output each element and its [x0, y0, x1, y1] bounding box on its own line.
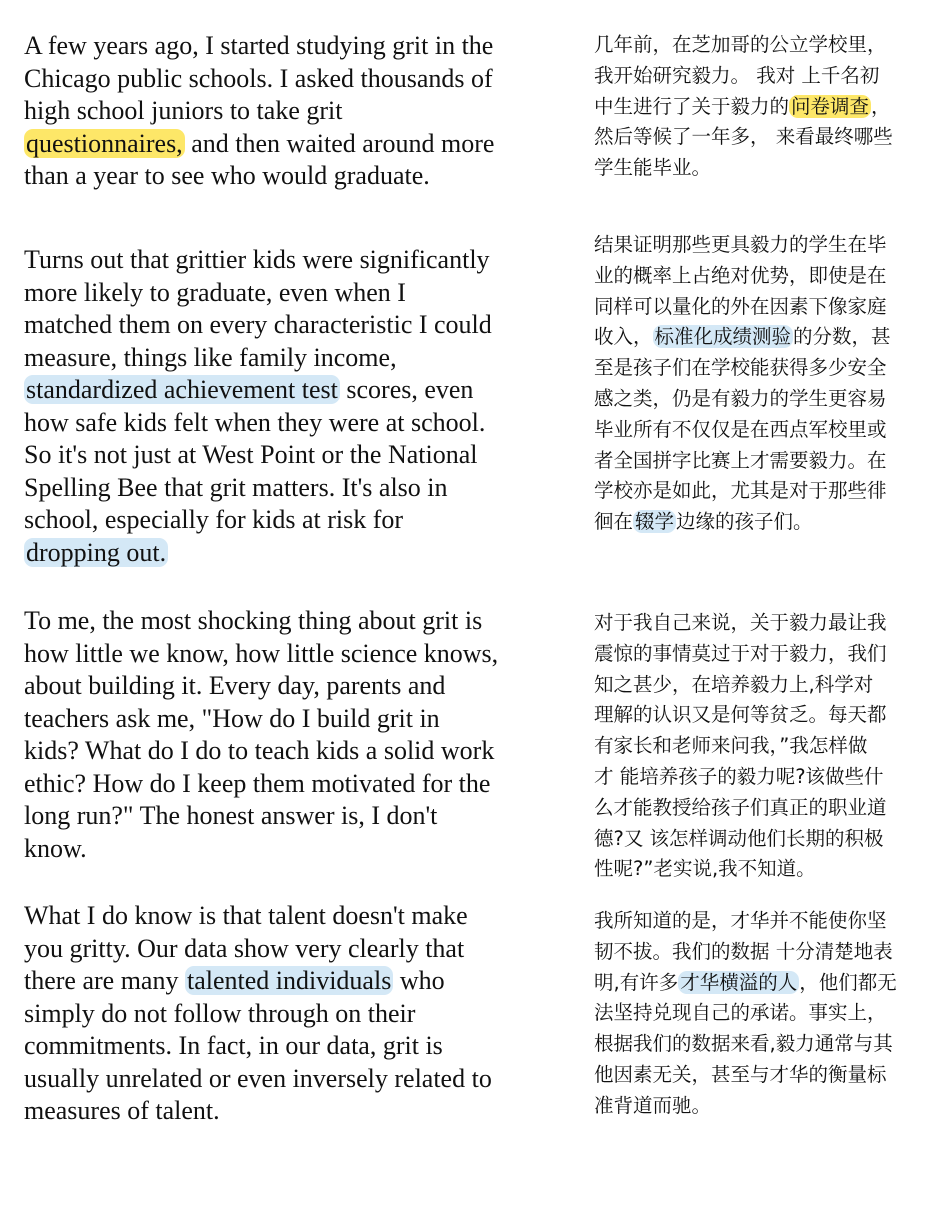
- english-p2-text-middle: scores, even how safe kids felt when they were at school. So it's not just at West Point or the National Spelling Bee that grit matters. It's also in school, especially for kids at risk for: [24, 375, 486, 534]
- highlight-chuoxue[interactable]: 辍学: [635, 510, 675, 534]
- highlight-caihua-hengyi-de-ren[interactable]: 才华横溢的人: [680, 970, 798, 994]
- chinese-p4-text-before: 我所知道的是，才华并不能使你坚 韧不拔。我们的数据 十分清楚地表 明,有许多: [594, 909, 893, 994]
- highlight-standardized-achievement-test[interactable]: standardized achievement test: [26, 375, 338, 404]
- chinese-paragraph-1: [594, 30, 934, 184]
- english-p4-text-after: who simply do not follow through on their commitments. In fact, in our data, grit is usually unrelated or even inversely related to measures of talent.: [24, 966, 492, 1125]
- highlight-biaozhunhua-chengji-ceyan[interactable]: 标准化成绩测验: [654, 325, 792, 349]
- chinese-p2-text-before: 结果证明那些更具毅力的学生在毕 业的概率上占绝对优势，即使是在 同样可以量化的外在因素下像家庭 收入，: [594, 233, 887, 349]
- english-p1-text-before: A few years ago, I started studying grit in the Chicago public schools. I asked thousands of high school juniors to take grit: [24, 31, 494, 125]
- chinese-paragraph-3: 对于我自己来说，关于毅力最让我 震惊的事情莫过于对于毅力，我们 知之甚少，在培养毅力上,科学对 理解的认识又是何等贫乏。每天都 有家长和老师来问我，”我怎样做 才 能培养孩子的毅力呢?该做些什 么才能教授给孩子们真正的职业道 德?又 该怎样调动他们长期的积极 性呢?”老实说,我不知道。: [594, 611, 887, 881]
- chinese-p2-text-middle: 的分数，甚 至是孩子们在学校能获得多少安全 感之类，仍是有毅力的学生更容易 毕业所有不仅仅是在西点军校里或 者全国拼字比赛上才需要毅力。在 学校亦是如此，尤其是对于那些徘 徊在: [594, 325, 891, 534]
- chinese-p4-text-after: ，他们都无 法坚持兑现自己的承诺。事实上， 根据我们的数据来看,毅力通常与其 他因素无关，甚至与才华的衡量标 准背道而驰。: [594, 970, 897, 1117]
- highlight-wenjuan-diaocha[interactable]: 问卷调查: [791, 94, 870, 118]
- chinese-paragraph-4: [594, 906, 934, 1122]
- highlight-dropping-out[interactable]: dropping out.: [26, 537, 167, 567]
- highlight-talented-individuals[interactable]: talented individuals: [186, 966, 392, 995]
- chinese-p1-text-before: 几年前，在芝加哥的公立学校里， 我开始研究毅力。 我对 上千名初 中生进行了关于毅力的: [594, 33, 887, 118]
- english-p2-text-before: Turns out that grittier kids were significantly more likely to graduate, even when I matched them on every characteristic I could measure, things like family income,: [24, 245, 492, 372]
- english-paragraph-3: To me, the most shocking thing about grit is how little we know, how little science knows, about building it. Every day, parents and teachers ask me, "How do I build grit in kids? What do I do to teach kids a solid work ethic? How do I keep them motivated for the long run?" The honest answer is, I don't know.: [24, 606, 499, 863]
- english-paragraph-1: [24, 30, 554, 193]
- english-paragraph-2: [24, 244, 554, 569]
- english-p4-text-before: What I do know is that talent doesn't make you gritty. Our data show very clearly that there are many: [24, 901, 468, 995]
- chinese-p1-text-after: ， 然后等候了一年多， 来看最终哪些 学生能毕业。: [594, 94, 893, 180]
- highlight-questionnaires[interactable]: questionnaires,: [26, 128, 183, 158]
- english-paragraph-4: [24, 900, 554, 1128]
- english-p1-text-after: and then waited around more than a year to see who would graduate.: [24, 128, 495, 190]
- chinese-p2-text-after: 边缘的孩子们。: [676, 510, 813, 534]
- chinese-paragraph-2: [594, 230, 934, 538]
